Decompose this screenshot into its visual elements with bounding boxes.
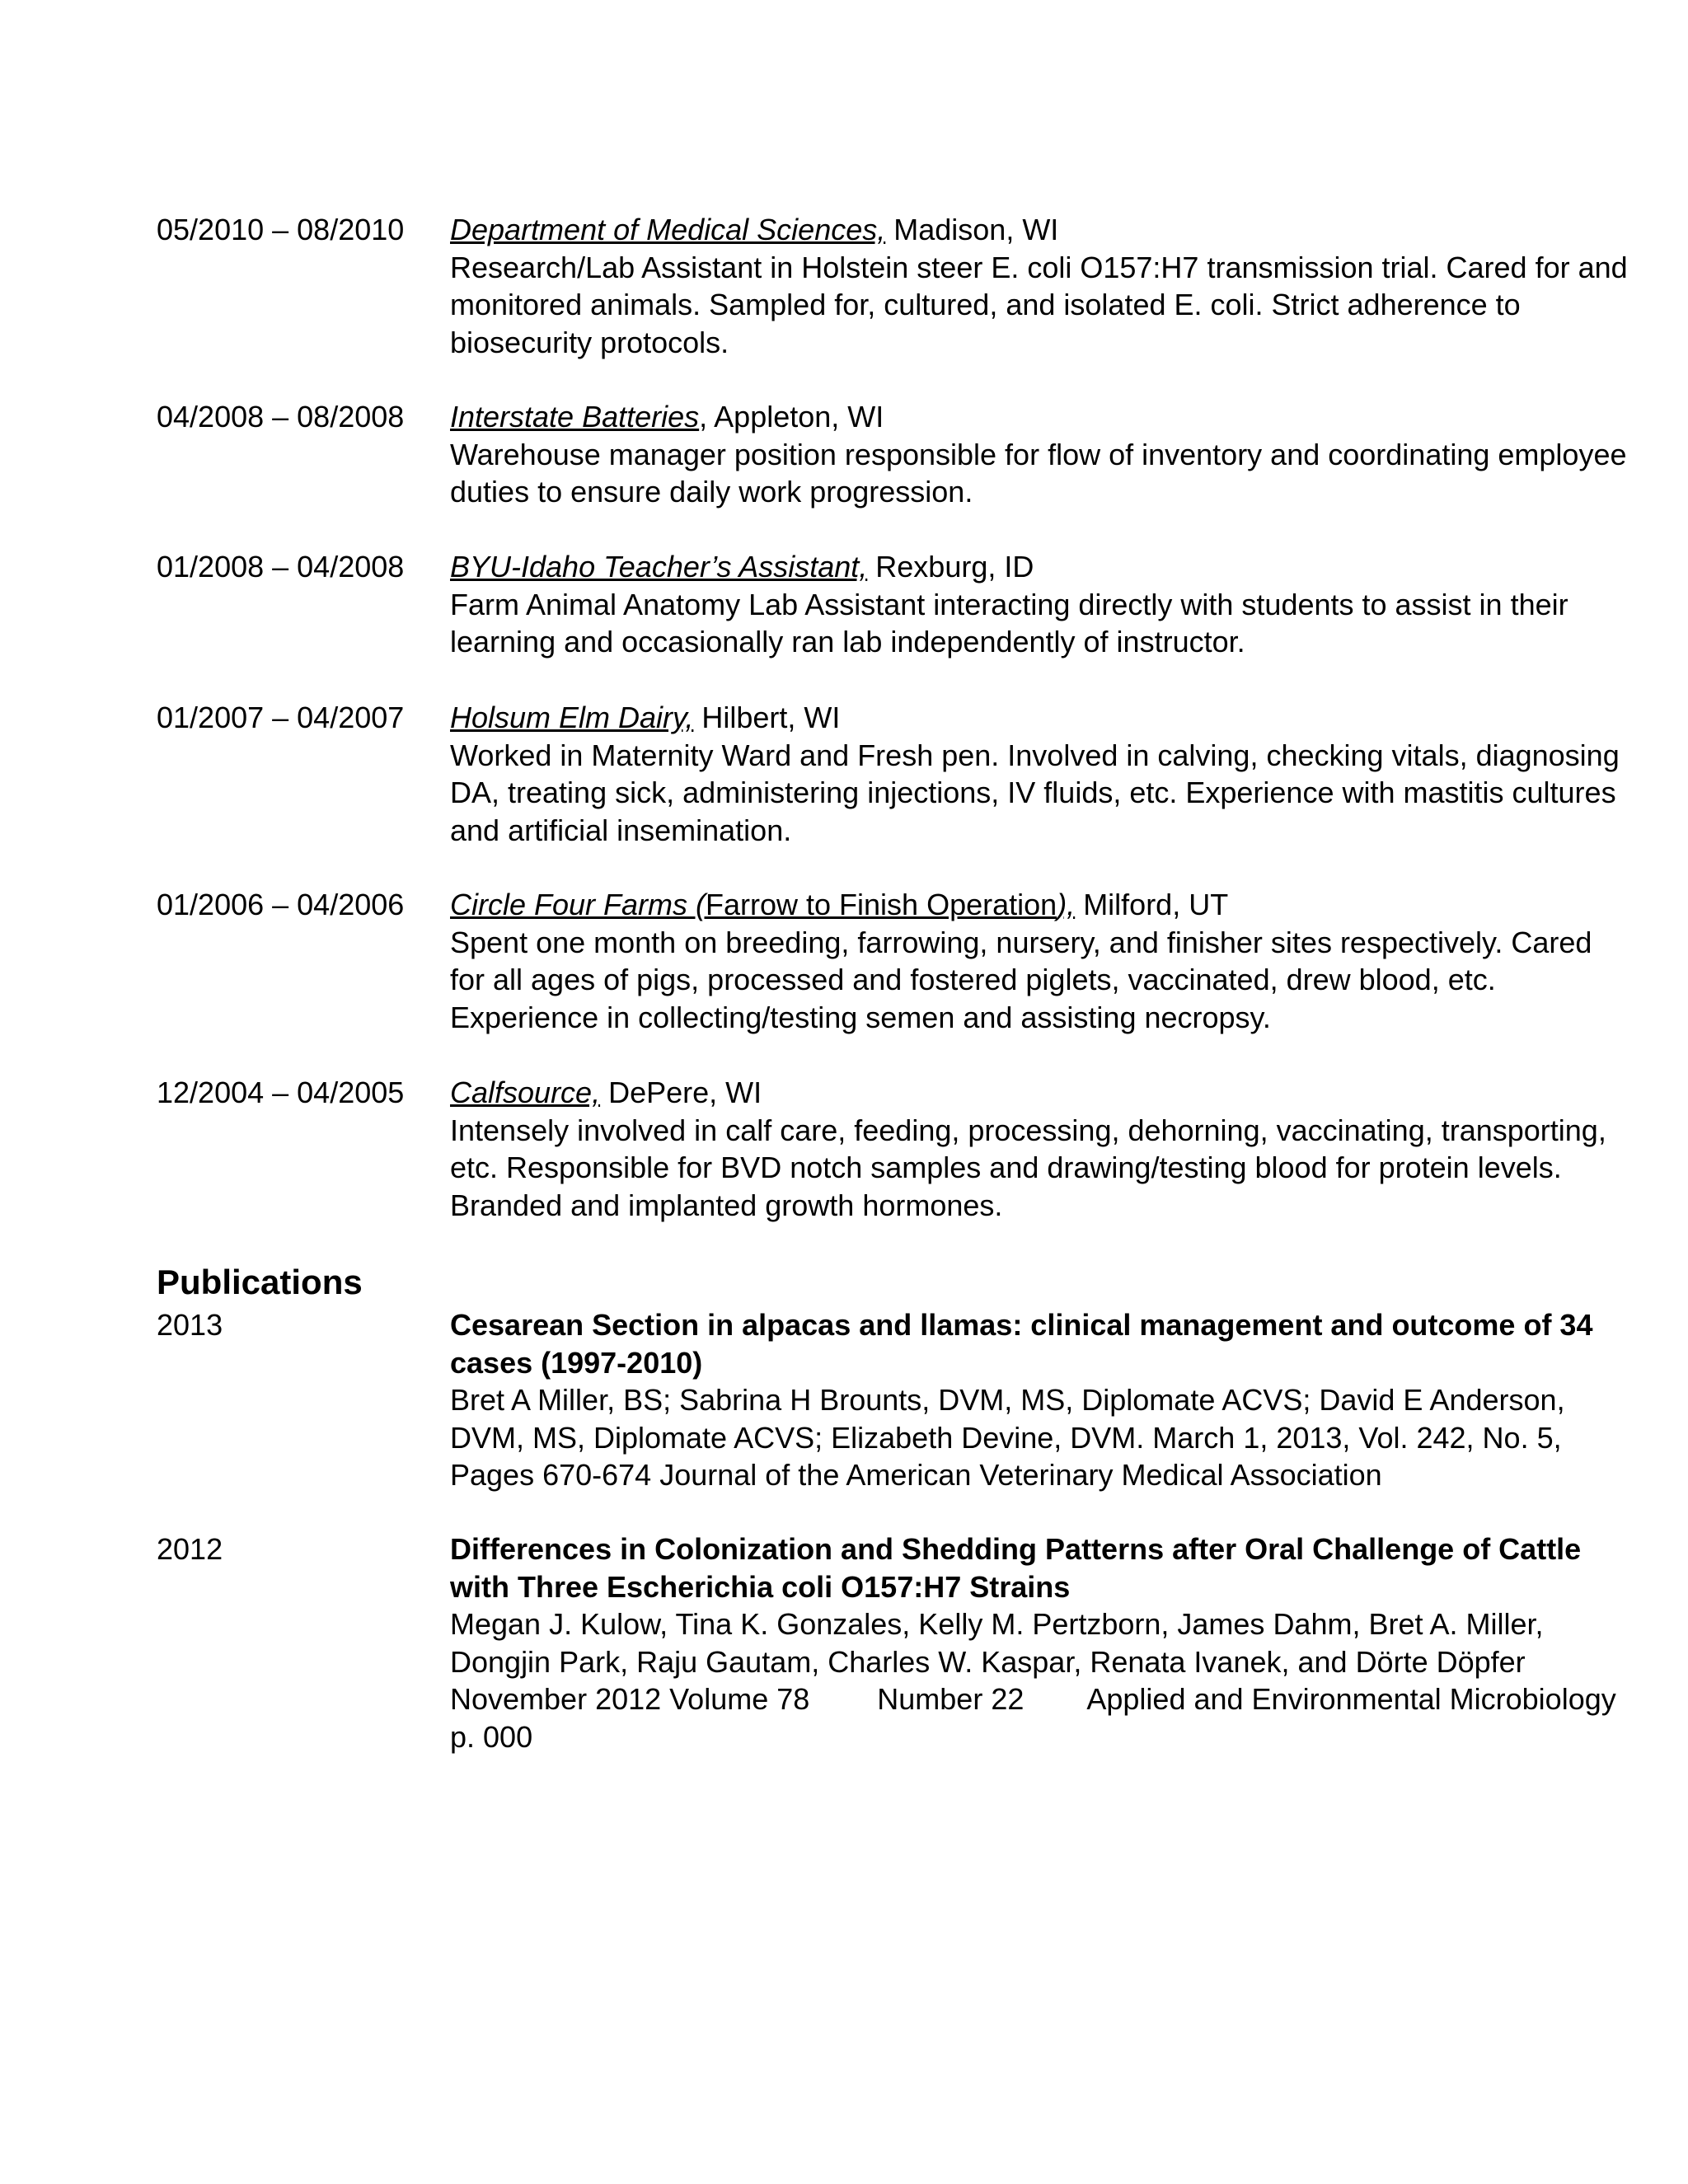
entry-location: Milford, UT xyxy=(1075,888,1229,921)
entry-description-line: DA, treating sick, administering injections, IV fluids, etc. Experience with mastitis cultures xyxy=(450,776,1616,809)
entry-location: DePere, WI xyxy=(600,1076,762,1109)
entry-description-line: monitored animals. Sampled for, cultured, and isolated E. coli. Strict adherence to xyxy=(450,288,1521,321)
entry-body xyxy=(450,1074,1606,1224)
entry-description-line: etc. Responsible for BVD notch samples and drawing/testing blood for protein levels. xyxy=(450,1151,1562,1184)
entry-description-line: Branded and implanted growth hormones. xyxy=(450,1188,1003,1222)
entry-heading xyxy=(450,1074,1522,1112)
entry-location: Rexburg, ID xyxy=(867,550,1034,583)
entry-body xyxy=(450,548,1568,661)
publication-body xyxy=(450,1306,1593,1494)
publication-detail-line: Megan J. Kulow, Tina K. Gonzales, Kelly M. Pertzborn, James Dahm, Bret A. Miller, xyxy=(450,1607,1544,1641)
entry-location: Madison, WI xyxy=(885,213,1059,246)
entry-description-line: for all ages of pigs, processed and fostered piglets, vaccinated, drew blood, etc. xyxy=(450,963,1496,996)
entry-body xyxy=(450,699,1620,849)
entry-organization: Department of Medical Sciences, xyxy=(450,213,886,246)
entry-description-line: Farm Animal Anatomy Lab Assistant interacting directly with students to assist in their xyxy=(450,587,1568,621)
entry-dates: 01/2006 – 04/2006 xyxy=(157,888,405,921)
entry-description-line: Research/Lab Assistant in Holstein steer E. coli O157:H7 transmission trial. Cared for and xyxy=(450,250,1628,284)
entry-description-line: Intensely involved in calf care, feeding, processing, dehorning, vaccinating, transporting, xyxy=(450,1113,1606,1147)
publication-title-line: cases (1997-2010) xyxy=(450,1345,703,1380)
entry-description-line: learning and occasionally ran lab independently of instructor. xyxy=(450,625,1245,658)
entry-description-line: duties to ensure daily work progression. xyxy=(450,475,973,509)
publication-detail-line: Bret A Miller, BS; Sabrina H Brounts, DVM, MS, Diplomate ACVS; David E Anderson, xyxy=(450,1383,1565,1417)
publication-body xyxy=(450,1530,1616,1755)
publication-journal: Applied and Environmental Microbiology xyxy=(1086,1682,1616,1716)
publication-detail-line: DVM, MS, Diplomate ACVS; Elizabeth Devine, DVM. March 1, 2013, Vol. 242, No. 5, xyxy=(450,1420,1562,1455)
entry-description-line: Worked in Maternity Ward and Fresh pen. Involved in calving, checking vitals, diagnosing xyxy=(450,738,1620,772)
entry-organization: BYU-Idaho Teacher’s Assistant, xyxy=(450,550,868,583)
entry-body xyxy=(450,398,1627,511)
entry-heading xyxy=(450,211,1522,249)
entry-heading xyxy=(450,886,1522,924)
publication-date-volume: November 2012 Volume 78 xyxy=(450,1682,810,1716)
entry-description-line: biosecurity protocols. xyxy=(450,325,729,359)
publication-title-line: with Three Escherichia coli O157:H7 Strains xyxy=(450,1569,1071,1604)
entry-description-line: Warehouse manager position responsible for flow of inventory and coordinating employee xyxy=(450,437,1627,471)
entry-dates: 01/2008 – 04/2008 xyxy=(157,550,405,583)
publication-title-line: Differences in Colonization and Shedding Patterns after Oral Challenge of Cattle xyxy=(450,1532,1582,1566)
entry-organization-subtitle: Farrow to Finish Operation xyxy=(706,888,1057,921)
publication-year: 2013 xyxy=(157,1308,223,1342)
entry-organization: Interstate Batteries xyxy=(450,400,700,434)
entry-description-line: and artificial insemination. xyxy=(450,813,792,847)
entry-description-line: Spent one month on breeding, farrowing, nursery, and finisher sites respectively. Cared xyxy=(450,925,1592,959)
entry-organization: Calfsource, xyxy=(450,1076,601,1109)
entry-organization: Holsum Elm Dairy, xyxy=(450,701,694,734)
entry-description-line: Experience in collecting/testing semen and assisting necropsy. xyxy=(450,1000,1271,1034)
publications-heading: Publications xyxy=(157,1263,363,1301)
entry-heading xyxy=(450,699,1522,737)
publication-page: p. 000 xyxy=(450,1719,533,1754)
publication-detail-line: Pages 670-674 Journal of the American Veterinary Medical Association xyxy=(450,1458,1382,1492)
entry-location: , Appleton, WI xyxy=(699,400,884,434)
entry-dates: 01/2007 – 04/2007 xyxy=(157,701,405,734)
entry-organization: Circle Four Farms ( xyxy=(450,888,706,921)
entry-heading xyxy=(450,548,1522,586)
entry-dates: 12/2004 – 04/2005 xyxy=(157,1076,405,1109)
entry-organization-end: ), xyxy=(1057,888,1076,921)
entry-dates: 05/2010 – 08/2010 xyxy=(157,213,405,246)
publication-citation-line xyxy=(450,1680,1616,1718)
entry-location: Hilbert, WI xyxy=(693,701,841,734)
publication-number: Number 22 xyxy=(877,1682,1025,1716)
entry-heading xyxy=(450,398,1522,436)
publication-year: 2012 xyxy=(157,1532,223,1566)
entry-body xyxy=(450,211,1628,361)
publication-title-line: Cesarean Section in alpacas and llamas: clinical management and outcome of 34 xyxy=(450,1308,1593,1342)
entry-body xyxy=(450,886,1592,1036)
publication-detail-line: Dongjin Park, Raju Gautam, Charles W. Kaspar, Renata Ivanek, and Dörte Döpfer xyxy=(450,1644,1526,1679)
entry-dates: 04/2008 – 08/2008 xyxy=(157,400,405,434)
